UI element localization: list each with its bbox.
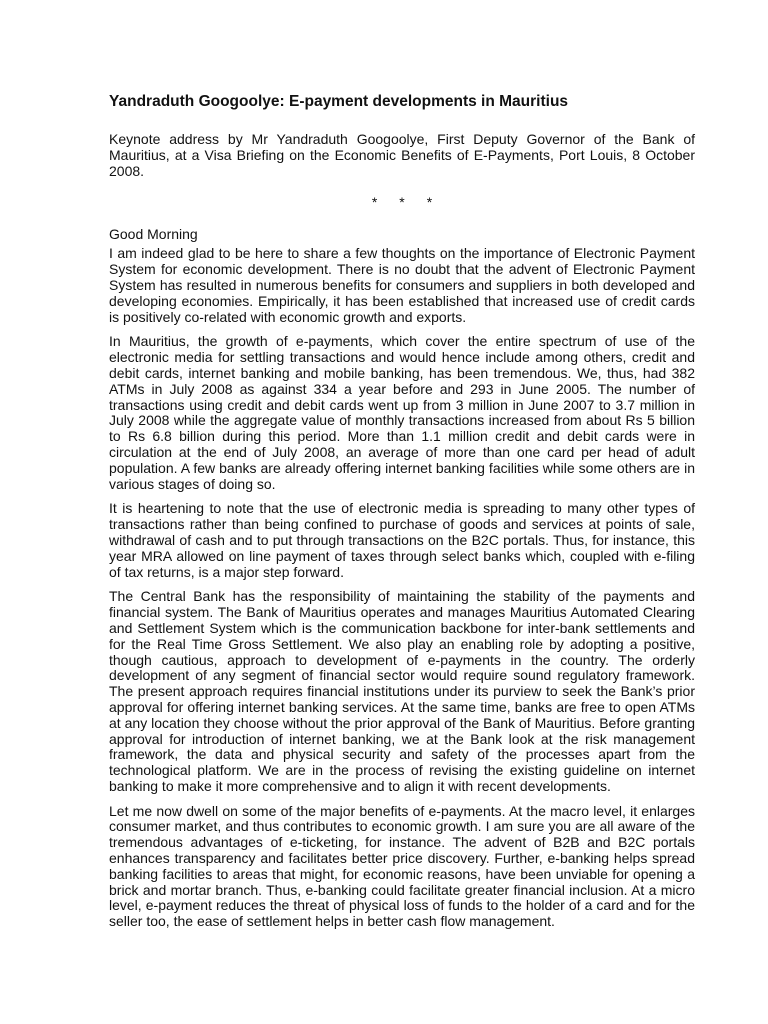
document-subtitle: Keynote address by Mr Yandraduth Googoolye, First Deputy Governor of the Bank of Mauritius, at a Visa Briefing on the Economic Benefits of E-Payments, Port Louis, 8 October 2008. [109,131,695,179]
body-paragraph: It is heartening to note that the use of electronic media is spreading to many other types of transactions rather than being confined to purchase of goods and services at points of sale, withdrawal of cash and to put through transactions on the B2C portals. Thus, for instance, this year MRA allowed on line payment of taxes through select banks which, coupled with e-filing of tax returns, is a major step forward. [109,500,695,580]
separator-star: * [426,194,433,211]
body-paragraph: I am indeed glad to be here to share a few thoughts on the importance of Electronic Payment System for economic development. There is no doubt that the advent of Electronic Payment System has resulted in numerous benefits for consumers and suppliers in both developed and developing economies. Empirically, it has been established that increased use of credit cards is positively co-related with economic growth and exports. [109,245,695,325]
document-title: Yandraduth Googoolye: E-payment developments in Mauritius [109,93,569,110]
body-paragraph: In Mauritius, the growth of e-payments, which cover the entire spectrum of use of the electronic media for settling transactions and would hence include among others, credit and debit cards, internet banking and mobile banking, has been tremendous. We, thus, had 382 ATMs in July 2008 as against 334 a year before and 293 in June 2005. The number of transactions using credit and debit cards went up from 3 million in June 2007 to 3.7 million in July 2008 while the aggregate value of monthly transactions increased from about Rs 5 billion to Rs 6.8 billion during this period. More than 1.1 million credit and debit cards were in circulation at the end of July 2008, an average of more than one card per head of adult population. A few banks are already offering internet banking facilities while some others are in various stages of doing so. [109,333,695,492]
section-separator [109,194,695,210]
body-paragraph: The Central Bank has the responsibility of maintaining the stability of the payments and financial system. The Bank of Mauritius operates and manages Mauritius Automated Clearing and Settlement System which is the communication backbone for inter-bank settlements and for the Real Time Gross Settlement. We also play an enabling role by adopting a positive, though cautious, approach to development of e-payments in the country. The orderly development of any segment of financial sector would require sound regulatory framework. The present approach requires financial institutions under its purview to seek the Bank’s prior approval for offering internet banking services. At the same time, banks are free to open ATMs at any location they choose without the prior approval of the Bank of Mauritius. Before granting approval for introduction of internet banking, we at the Bank look at the risk management framework, the data and physical security and safety of the processes apart from the technological platform. We are in the process of revising the existing guideline on internet banking to make it more comprehensive and to align it with recent developments. [109,588,695,794]
separator-star: * [399,194,405,211]
greeting: Good Morning [109,226,198,243]
body-paragraph: Let me now dwell on some of the major benefits of e-payments. At the macro level, it enlarges consumer market, and thus contributes to economic growth. I am sure you are all aware of the tremendous advantages of e-ticketing, for instance. The advent of B2B and B2C portals enhances transparency and facilitates better price discovery. Further, e-banking helps spread banking facilities to areas that might, for economic reasons, have been unviable for opening a brick and mortar branch. Thus, e-banking could facilitate greater financial inclusion. At a micro level, e-payment reduces the threat of physical loss of funds to the holder of a card and for the seller too, the ease of settlement helps in better cash flow management. [109,802,695,930]
separator-star: * [371,194,378,211]
document-page [109,92,695,939]
